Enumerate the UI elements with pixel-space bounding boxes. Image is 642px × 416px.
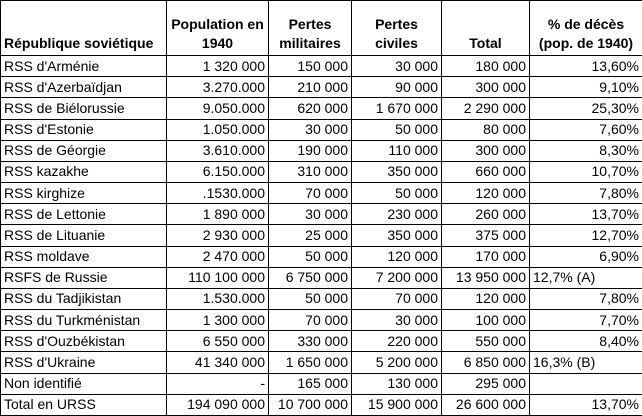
cell-pct-deces: 7,80% (530, 183, 642, 204)
cell-population: 1 890 000 (167, 204, 269, 225)
cell-total: 660 000 (442, 161, 530, 182)
cell-pct-deces: 7,60% (530, 119, 642, 140)
cell-pct-deces: 13,60% (530, 56, 642, 77)
cell-pertes-civiles: 90 000 (352, 77, 442, 98)
cell-republique: Non identifié (1, 373, 167, 394)
cell-republique: RSS du Tadjikistan (1, 288, 167, 309)
cell-total: 300 000 (442, 140, 530, 161)
cell-pertes-civiles: 15 900 000 (352, 394, 442, 415)
cell-total: 2 290 000 (442, 98, 530, 119)
table-row (1, 183, 642, 204)
header-pct-deces: % de décès (pop. de 1940) (530, 1, 642, 56)
header-total: Total (442, 1, 530, 56)
cell-total: 80 000 (442, 119, 530, 140)
cell-pertes-civiles: 50 000 (352, 119, 442, 140)
cell-pct-deces: 16,3% (B) (530, 352, 642, 373)
cell-pertes-militaires: 50 000 (269, 246, 352, 267)
cell-republique: RSS kazakhe (1, 161, 167, 182)
table-row (1, 98, 642, 119)
table-row (1, 119, 642, 140)
cell-republique: RSS d'Ukraine (1, 352, 167, 373)
cell-pct-deces: 12,7% (A) (530, 267, 642, 288)
cell-pertes-civiles: 120 000 (352, 246, 442, 267)
cell-population: 1.530.000 (167, 288, 269, 309)
cell-republique: RSS du Turkménistan (1, 310, 167, 331)
cell-pertes-civiles: 230 000 (352, 204, 442, 225)
header-row (1, 1, 642, 56)
cell-total: 375 000 (442, 225, 530, 246)
cell-republique: RSS d'Azerbaïdjan (1, 77, 167, 98)
cell-pertes-militaires: 150 000 (269, 56, 352, 77)
cell-population: 1 300 000 (167, 310, 269, 331)
cell-pct-deces: 13,70% (530, 204, 642, 225)
cell-pct-deces: 25,30% (530, 98, 642, 119)
cell-population: 110 100 000 (167, 267, 269, 288)
header-pertes-civiles: Pertes civiles (352, 1, 442, 56)
cell-pertes-militaires: 30 000 (269, 119, 352, 140)
cell-total: 26 600 000 (442, 394, 530, 415)
cell-pertes-militaires: 70 000 (269, 183, 352, 204)
cell-total: 170 000 (442, 246, 530, 267)
cell-pct-deces: 6,90% (530, 246, 642, 267)
cell-total: 100 000 (442, 310, 530, 331)
cell-population: .1530.000 (167, 183, 269, 204)
cell-population: 1.050.000 (167, 119, 269, 140)
cell-population: 6.150.000 (167, 161, 269, 182)
header-pertes-militaires: Pertes militaires (269, 1, 352, 56)
table-row (1, 267, 642, 288)
cell-republique: RSS d'Estonie (1, 119, 167, 140)
cell-pertes-militaires: 10 700 000 (269, 394, 352, 415)
table-row (1, 161, 642, 182)
header-republique: République soviétique (1, 1, 167, 56)
cell-republique: RSS moldave (1, 246, 167, 267)
table-row (1, 56, 642, 77)
cell-total: 300 000 (442, 77, 530, 98)
table-row (1, 352, 642, 373)
cell-total: 295 000 (442, 373, 530, 394)
cell-republique: RSS de Lituanie (1, 225, 167, 246)
cell-pertes-civiles: 70 000 (352, 288, 442, 309)
cell-pct-deces: 9,10% (530, 77, 642, 98)
cell-pertes-civiles: 220 000 (352, 331, 442, 352)
cell-population: 9.050.000 (167, 98, 269, 119)
header-population: Population en 1940 (167, 1, 269, 56)
table-row (1, 310, 642, 331)
cell-pertes-militaires: 1 650 000 (269, 352, 352, 373)
cell-pertes-civiles: 50 000 (352, 183, 442, 204)
table-row (1, 394, 642, 415)
table-row (1, 140, 642, 161)
cell-pertes-militaires: 50 000 (269, 288, 352, 309)
table-row (1, 77, 642, 98)
cell-pct-deces: 8,30% (530, 140, 642, 161)
cell-total: 180 000 (442, 56, 530, 77)
cell-pct-deces: 8,40% (530, 331, 642, 352)
cell-republique: RSFS de Russie (1, 267, 167, 288)
cell-total: 120 000 (442, 288, 530, 309)
cell-pertes-civiles: 5 200 000 (352, 352, 442, 373)
cell-republique: RSS de Géorgie (1, 140, 167, 161)
cell-pertes-militaires: 165 000 (269, 373, 352, 394)
cell-pertes-militaires: 330 000 (269, 331, 352, 352)
cell-population: 1 320 000 (167, 56, 269, 77)
cell-pertes-civiles: 110 000 (352, 140, 442, 161)
cell-republique: RSS de Lettonie (1, 204, 167, 225)
cell-pertes-civiles: 30 000 (352, 56, 442, 77)
table-row (1, 373, 642, 394)
cell-pertes-civiles: 1 670 000 (352, 98, 442, 119)
cell-total: 550 000 (442, 331, 530, 352)
cell-pct-deces: 10,70% (530, 161, 642, 182)
cell-pertes-militaires: 30 000 (269, 204, 352, 225)
cell-population: 194 090 000 (167, 394, 269, 415)
table-row (1, 225, 642, 246)
cell-pct-deces: 12,70% (530, 225, 642, 246)
cell-pertes-civiles: 350 000 (352, 225, 442, 246)
table-row (1, 204, 642, 225)
cell-total: 6 850 000 (442, 352, 530, 373)
cell-pertes-civiles: 130 000 (352, 373, 442, 394)
table-row (1, 288, 642, 309)
cell-total: 13 950 000 (442, 267, 530, 288)
cell-republique: Total en URSS (1, 394, 167, 415)
cell-republique: RSS kirghize (1, 183, 167, 204)
cell-pct-deces: 7,80% (530, 288, 642, 309)
cell-pertes-civiles: 30 000 (352, 310, 442, 331)
cell-pertes-militaires: 70 000 (269, 310, 352, 331)
cell-pertes-militaires: 25 000 (269, 225, 352, 246)
cell-pct-deces: 13,70% (530, 394, 642, 415)
cell-pertes-militaires: 310 000 (269, 161, 352, 182)
cell-pertes-civiles: 350 000 (352, 161, 442, 182)
cell-pertes-militaires: 190 000 (269, 140, 352, 161)
cell-pct-deces (530, 373, 642, 394)
table-row (1, 246, 642, 267)
cell-total: 260 000 (442, 204, 530, 225)
cell-pertes-militaires: 620 000 (269, 98, 352, 119)
cell-population: - (167, 373, 269, 394)
cell-population: 2 930 000 (167, 225, 269, 246)
table-row (1, 331, 642, 352)
cell-republique: RSS de Biélorussie (1, 98, 167, 119)
cell-pertes-militaires: 6 750 000 (269, 267, 352, 288)
cell-republique: RSS d'Ouzbékistan (1, 331, 167, 352)
cell-population: 3.610.000 (167, 140, 269, 161)
cell-population: 2 470 000 (167, 246, 269, 267)
cell-pct-deces: 7,70% (530, 310, 642, 331)
cell-population: 41 340 000 (167, 352, 269, 373)
cell-pertes-civiles: 7 200 000 (352, 267, 442, 288)
cell-total: 120 000 (442, 183, 530, 204)
cell-pertes-militaires: 210 000 (269, 77, 352, 98)
cell-population: 6 550 000 (167, 331, 269, 352)
cell-republique: RSS d'Arménie (1, 56, 167, 77)
cell-population: 3.270.000 (167, 77, 269, 98)
